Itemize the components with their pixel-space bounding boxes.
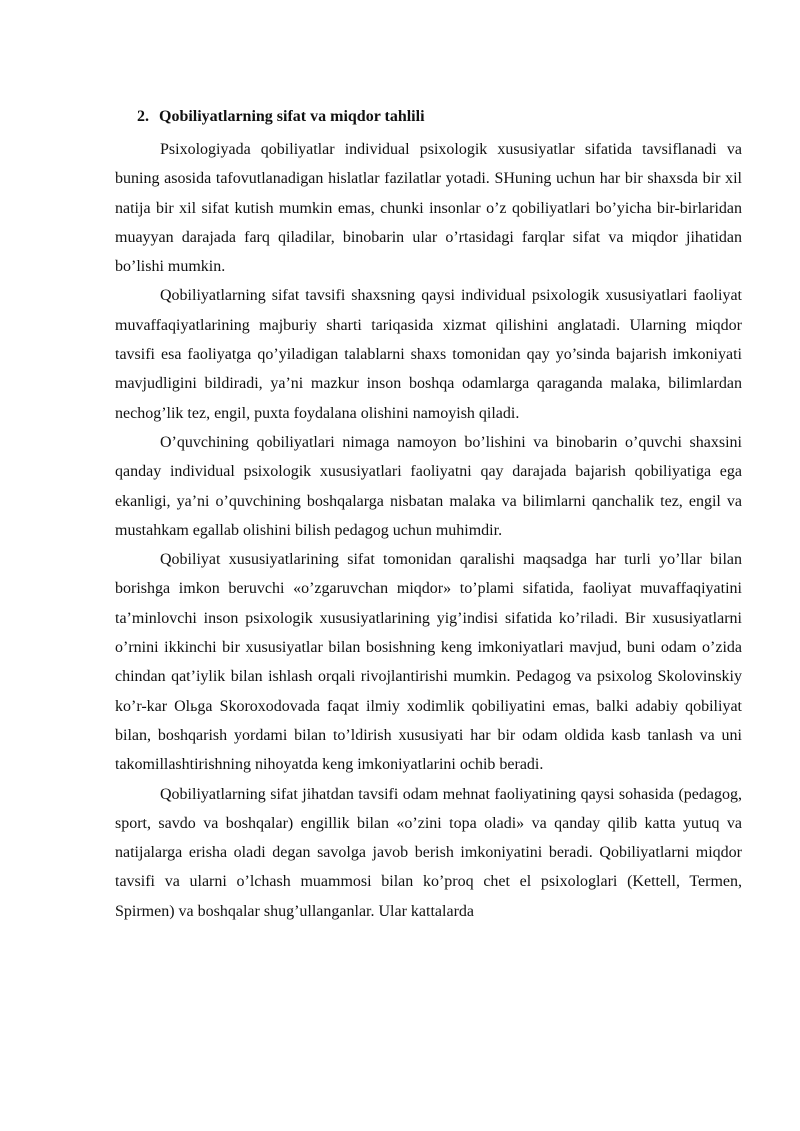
paragraph-4: Qobiliyat xususiyatlarining sifat tomonidan qaralishi maqsadga har turli yo’llar bilan borishga imkon beruvchi «o’zgaruvchan miqdor» to’plami sifatida, faoliyat muvaffaqiyatini ta’minlovchi inson psixologik xususiyatlarining yig’indisi sifatida ko’riladi. Bir xususiyatlarni o’rnini ikkinchi bir xususiyatlar bilan bosishning keng imkoniyatlari mavjud, buni odam o’zida chindan qat’iylik bilan ishlash orqali rivojlantirishi mumkin. Pedagog va psixolog Skolovinskiy ko’r-kar Olьga Skoroxodovada faqat ilmiy xodimlik qobiliyatini emas, balki adabiy qobiliyat bilan, boshqarish yordami bilan to’ldirish xususiyati har bir odam oldida kasb tanlash va uni takomillashtirishning nihoyatda keng imkoniyatlarini ochib beradi. <box>115 551 742 774</box>
paragraph-5: Qobiliyatlarning sifat jihatdan tavsifi odam mehnat faoliyatining qaysi sohasida (pedagog, sport, savdo va boshqalar) engillik bilan «o’zini topa oladi» va qanday qilib katta yutuq va natijalarga erisha oladi degan savolga javob berish imkoniyatini beradi. Qobiliyatlarni miqdor tavsifi va ularni o’lchash muammosi bilan ko’proq chet el psixologlari (Kettell, Termen, Spirmen) va boshqalar shug’ullanganlar. Ular kattalarda <box>115 785 742 920</box>
paragraph-2: Qobiliyatlarning sifat tavsifi shaxsning qaysi individual psixologik xususiyatlari faoliyat muvaffaqiyatlarining majburiy sharti tariqasida xizmat qilishini anglatadi. Ularning miqdor tavsifi esa faoliyatga qo’yiladigan talablarni shaxs tomonidan qay yo’sinda bajarish imkoniyati mavjudligini bildiradi, ya’ni mazkur inson boshqa odamlarga qaraganda malaka, bilimlardan nechog’lik tez, engil, puxta foydalana olishini namoyish qiladi. <box>115 287 742 422</box>
paragraph-3: O’quvchining qobiliyatlari nimaga namoyon bo’lishini va binobarin o’quvchi shaxsini qanday individual psixologik xususiyatlari faoliyatni qay darajada bajarish qobiliyatiga ega ekanligi, ya’ni o’quvchining boshqalarga nisbatan malaka va bilimlarni qanchalik tez, engil va mustahkam egallab olishini bilish pedagog uchun muhimdir. <box>115 433 742 539</box>
paragraph-1: Psixologiyada qobiliyatlar individual psixologik xususiyatlar sifatida tavsiflanadi va buning asosida tafovutlanadigan hislatlar fazilatlar yotadi. SHuning uchun har bir shaxsda bir xil natija bir xil sifat kutish mumkin emas, chunki insonlar o’z qobiliyatlari bo’yicha bir-birlaridan muayyan darajada farq qiladilar, binobarin ular o’rtasidagi farqlar sifat va miqdor jihatidan bo’lishi mumkin. <box>115 141 742 276</box>
section-title: Qobiliyatlarning sifat va miqdor tahlili <box>159 108 425 125</box>
section-heading <box>137 103 742 131</box>
section-number: 2. <box>137 108 149 125</box>
